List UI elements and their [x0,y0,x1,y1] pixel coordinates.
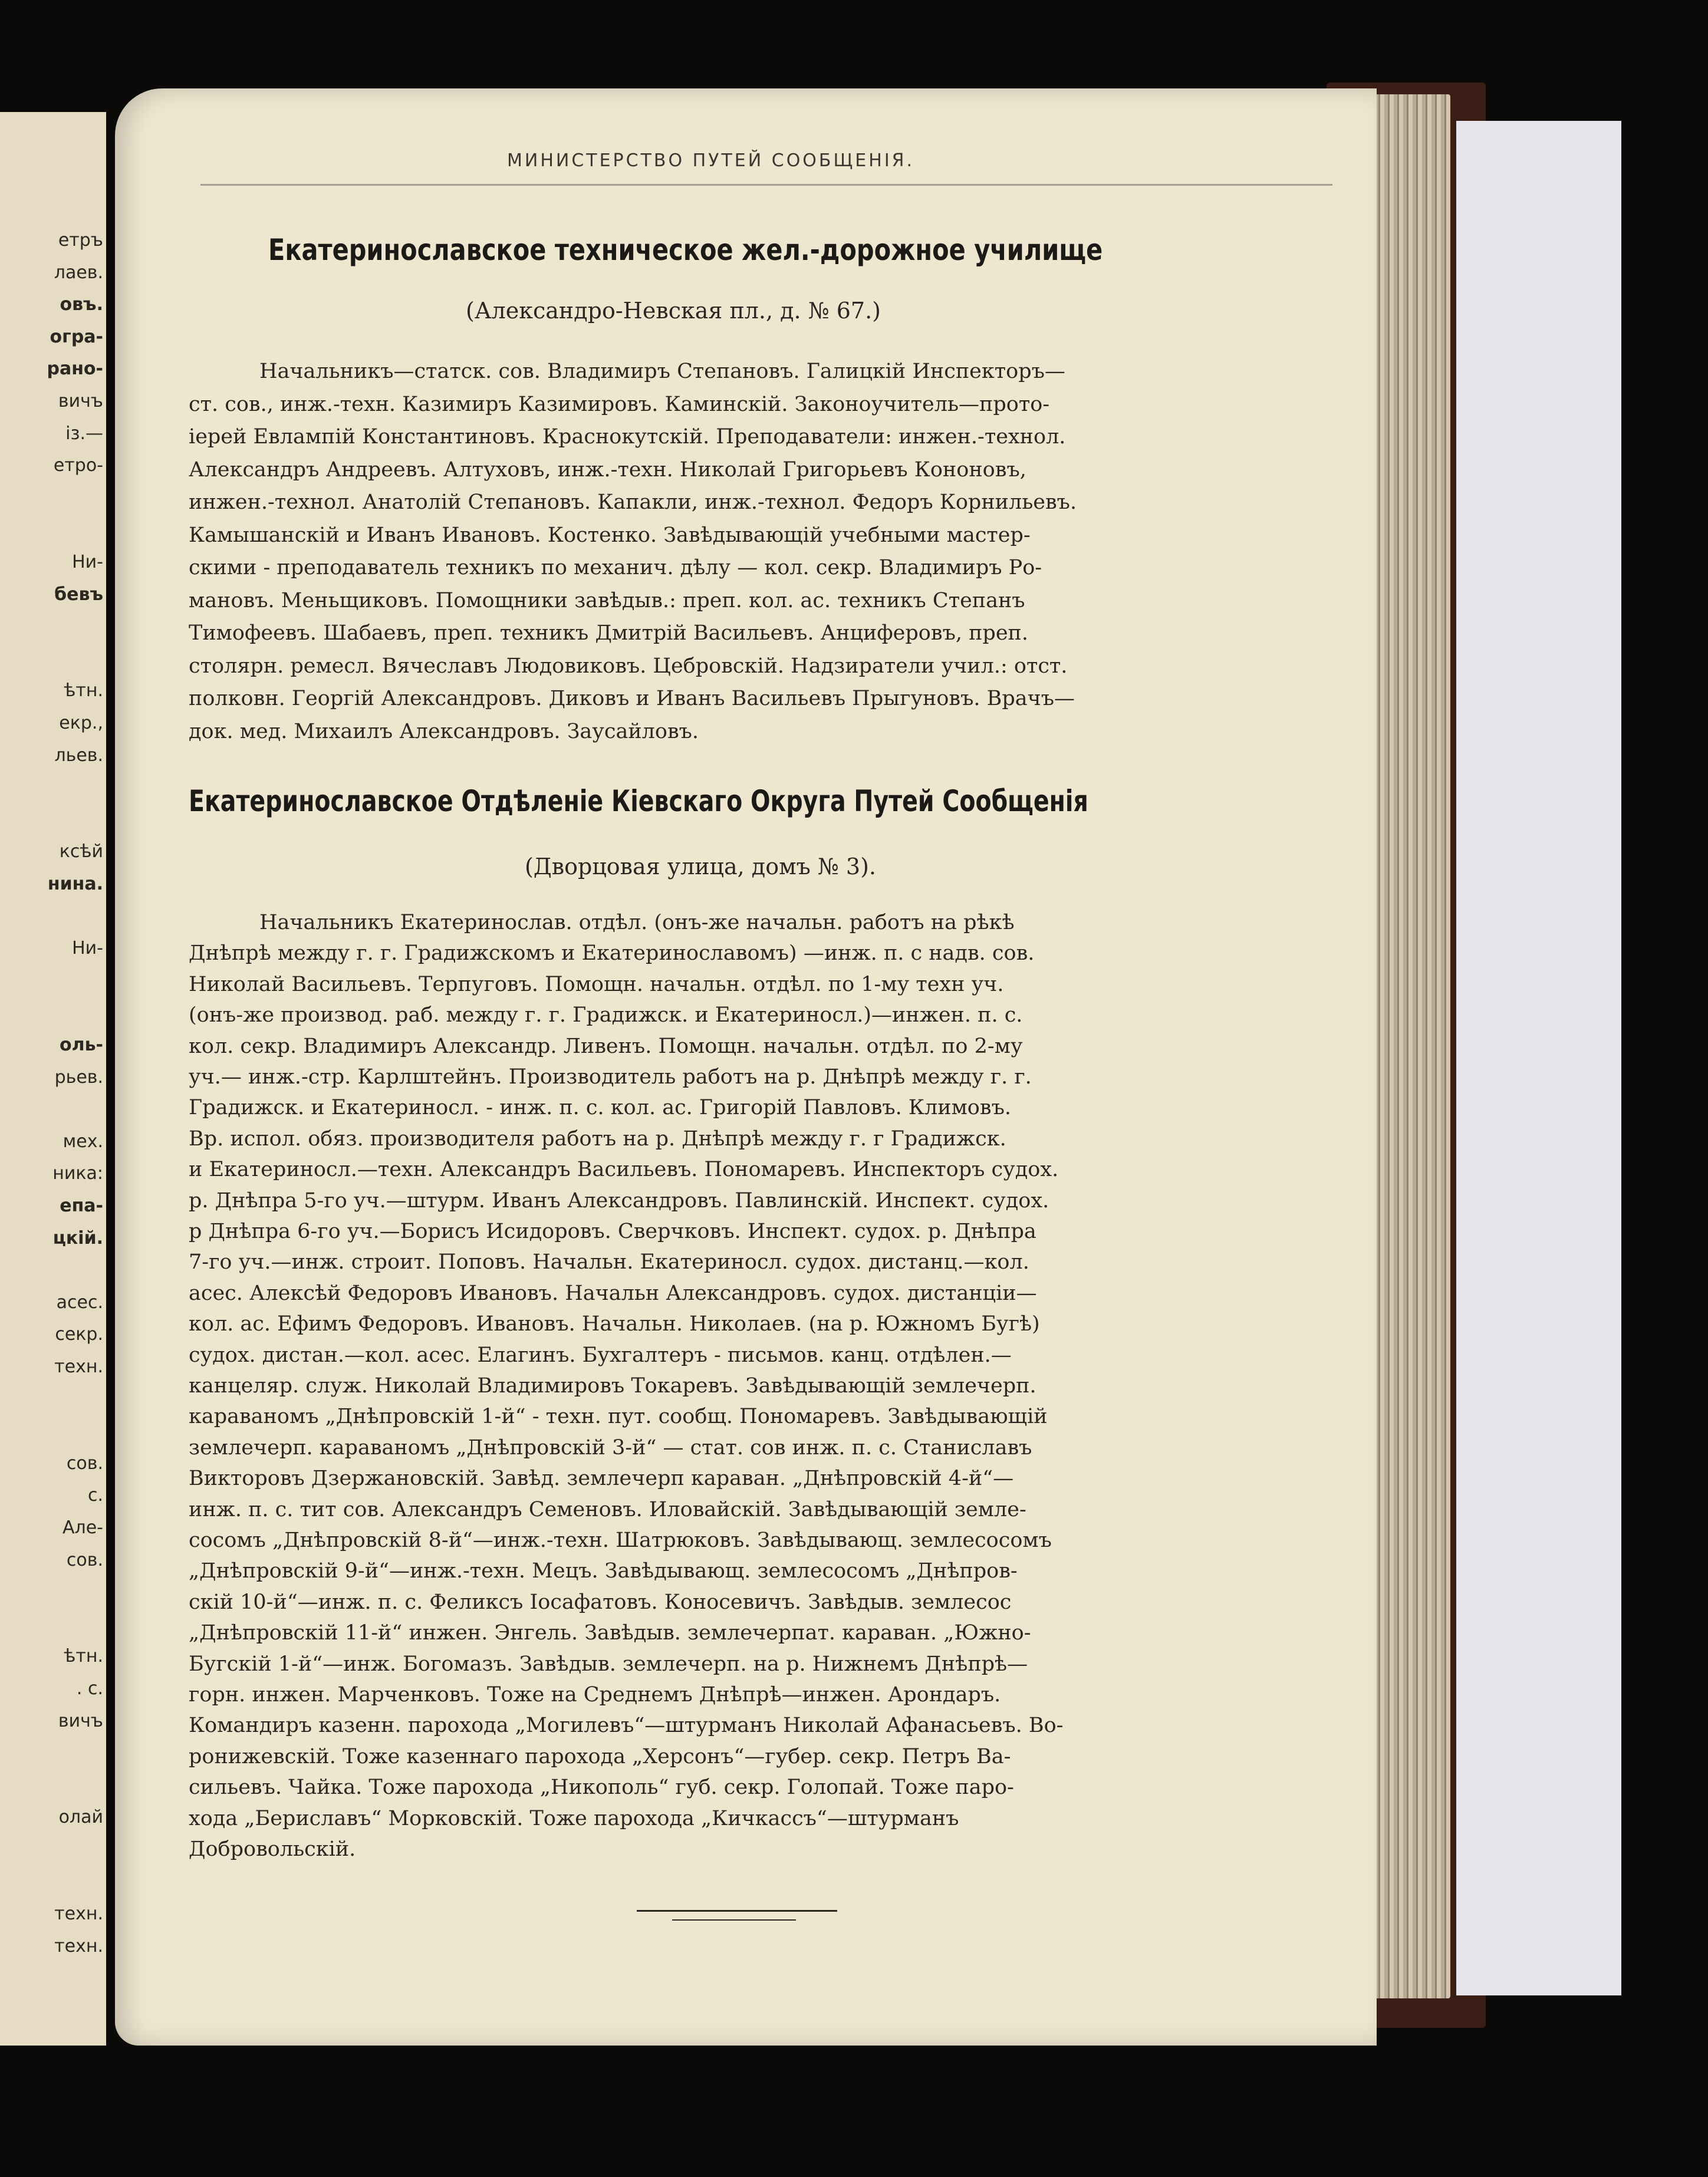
text-line: Командиръ казенн. парохода „Могилевъ“—штурманъ Николай Афанасьевъ. Во- [189,1714,1064,1738]
end-rule-short [672,1919,796,1921]
text-line: судох. дистан.—кол. асес. Елагинъ. Бухгалтеръ - письмов. канц. отдѣлен.— [189,1343,1012,1367]
text-line: док. мед. Михаилъ Александровъ. Заусайловъ. [189,719,699,743]
text-line: ст. сов., инж.-техн. Казимиръ Казимировъ. Каминскій. Законоучитель—прото- [189,392,1050,416]
left-page-fragment: сов. [66,1549,103,1570]
text-line: Добровольскій. [189,1837,356,1861]
text-line: Градижск. и Екатериносл. - инж. п. с. кол. ас. Григорій Павловъ. Климовъ. [189,1096,1011,1120]
left-page-fragment: бевъ [54,584,103,605]
left-page-fragment: етръ [58,230,103,251]
left-page-fragment: . с. [76,1678,103,1699]
text-line: уч.— инж.-стр. Карлштейнъ. Производитель работъ на р. Днѣпрѣ между г. г. [189,1065,1032,1089]
text-line: инжен.-технол. Анатолій Степановъ. Капакли, инж.-технол. Федоръ Корнильевъ. [189,490,1077,514]
text-line: кол. секр. Владимиръ Александр. Ливенъ. Помощн. начальн. отдѣл. по 2-му [189,1034,1023,1058]
text-line: и Екатериносл.—техн. Александръ Васильевъ. Пономаревъ. Инспекторъ судох. [189,1158,1059,1182]
text-line: мановъ. Меньщиковъ. Помощники завѣдыв.: преп. кол. ас. техникъ Степанъ [189,588,1025,612]
left-page-fragment: ксѣй [59,841,103,862]
left-page-fragment: рьев. [54,1066,103,1088]
end-rule [637,1910,837,1912]
text-line: горн. инжен. Марченковъ. Тоже на Среднемъ Днѣпрѣ—инжен. Арондаръ. [189,1683,1001,1707]
left-page-fragment: сов. [66,1453,103,1474]
left-page-fragment: Ни- [72,938,103,959]
text-line: сосомъ „Днѣпровскій 8-й“—инж.-техн. Шатрюковъ. Завѣдывающ. землесосомъ [189,1529,1052,1552]
left-page-fragment: нина. [47,874,103,894]
left-facing-page [0,112,106,2046]
text-line: инж. п. с. тит сов. Александръ Семеновъ. Иловайскій. Завѣдывающій земле- [189,1497,1026,1521]
text-line: іерей Евлампій Константиновъ. Краснокутскій. Преподаватели: инжен.-технол. [189,425,1066,449]
text-line: сильевъ. Чайка. Тоже парохода „Никополь“ губ. секр. Голопай. Тоже паро- [189,1776,1014,1800]
text-line: 7-го уч.—инж. строит. Поповъ. Начальн. Екатериносл. судох. дистанц.—кол. [189,1250,1029,1274]
text-line: скими - преподаватель техникъ по механич. дѣлу — кол. секр. Владимиръ Ро- [189,556,1042,579]
left-page-fragment: Але- [62,1517,103,1538]
text-line: Днѣпрѣ между г. г. Градижскомъ и Екатеринославомъ) —инж. п. с надв. сов. [189,941,1035,966]
text-line: Тимофеевъ. Шабаевъ, преп. техникъ Дмитрій Васильевъ. Анциферовъ, преп. [189,621,1028,645]
scanner-background-card [1456,121,1621,1995]
text-line: Бугскій 1-й“—инж. Богомазъ. Завѣдыв. землечерп. на р. Нижнемъ Днѣпрѣ— [189,1652,1028,1676]
text-line: „Днѣпровскій 11-й“ инжен. Энгель. Завѣдыв. землечерпат. караван. „Южно- [189,1621,1031,1645]
left-page-fragment: лаев. [54,262,103,283]
text-line: Вр. испол. обяз. производителя работъ на р. Днѣпрѣ между г. г Градижск. [189,1127,1006,1151]
left-page-fragment: мех. [62,1131,103,1152]
text-line: „Днѣпровскій 9-й“—инж.-техн. Мецъ. Завѣдывающ. землесосомъ „Днѣпров- [189,1559,1018,1583]
left-page-fragment: техн. [54,1903,103,1925]
left-page-fragment: рано- [47,358,103,380]
text-line: канцеляр. служ. Николай Владимировъ Токаревъ. Завѣдывающій землечерп. [189,1374,1036,1398]
text-line: Начальникъ—статск. сов. Владимиръ Степановъ. Галицкій Инспекторъ— [259,360,1065,383]
section2-address: (Дворцовая улица, домъ № 3). [525,854,877,880]
text-line: ронижевскій. Тоже казеннаго парохода „Херсонъ“—губер. секр. Петръ Ва- [189,1744,1011,1768]
text-line: Камышанскій и Иванъ Ивановъ. Костенко. Завѣдывающій учебными мастер- [189,523,1031,547]
left-page-fragment: асес. [56,1292,103,1313]
header-rule [200,184,1332,186]
left-page-fragment: ника: [52,1163,103,1184]
text-line: скій 10-й“—инж. п. с. Феликсъ Іосафатовъ. Коносевичъ. Завѣдыв. землесос [189,1590,1012,1614]
left-page-fragment: с. [87,1485,103,1506]
text-line: столярн. ремесл. Вячеславъ Людовиковъ. Цебровскій. Надзиратели учил.: отст. [189,654,1068,678]
text-line: хода „Бериславъ“ Морковскій. Тоже парохода „Кичкассъ“—штурманъ [189,1806,959,1830]
text-line: землечерп. караваномъ „Днѣпровскій 3-й“ — стат. сов инж. п. с. Станиславъ [189,1435,1032,1460]
left-page-fragment: вичъ [58,1710,103,1731]
left-page-fragment: цкій. [52,1227,103,1249]
left-page-fragment: епа- [60,1195,103,1216]
text-line: р Днѣпра 6-го уч.—Борисъ Исидоровъ. Сверчковъ. Инспект. судох. р. Днѣпра [189,1220,1036,1243]
text-line: полковн. Георгій Александровъ. Диковъ и Иванъ Васильевъ Прыгуновъ. Врачъ— [189,687,1075,710]
left-page-fragment: огра- [50,326,103,347]
text-line: асес. Алексѣй Федоровъ Ивановъ. Начальн Александровъ. судох. дистанціи— [189,1281,1037,1305]
left-page-fragment: із.— [65,423,103,444]
section2-title: Екатеринославское Отдѣленіе Кіевскаго Округа Путей Сообщенія [189,784,1088,818]
left-page-fragment: вичъ [58,391,103,411]
left-page-fragment: ѣтн. [64,680,103,701]
left-page-fragment: етро- [53,455,103,476]
section1-title: Екатеринославское техническое жел.-дорожное училище [268,233,1103,267]
left-page-fragment: овъ. [60,294,103,315]
text-line: кол. ас. Ефимъ Федоровъ. Ивановъ. Начальн. Николаев. (на р. Южномъ Бугѣ) [189,1312,1040,1336]
text-line: Николай Васильевъ. Терпуговъ. Помощн. начальн. отдѣл. по 1-му техн уч. [189,972,1004,996]
text-line: караваномъ „Днѣпровскій 1-й“ - техн. пут. сообщ. Пономаревъ. Завѣдывающій [189,1405,1048,1429]
left-page-fragment: техн. [54,1356,103,1377]
left-page-fragment: ѣтн. [64,1646,103,1667]
running-head: МИНИСТЕРСТВО ПУТЕЙ СООБЩЕНІЯ. [507,150,915,171]
left-page-fragment: льев. [54,745,103,766]
section1-address: (Александро-Невская пл., д. № 67.) [466,298,881,324]
text-line: Начальникъ Екатеринослав. отдѣл. (онъ-же начальн. работъ на рѣкѣ [259,911,1015,934]
left-page-fragment: олай [58,1807,103,1828]
text-line: (онъ-же производ. раб. между г. г. Градижск. и Екатериносл.)—инжен. п. с. [189,1003,1023,1027]
text-line: Александръ Андреевъ. Алтуховъ, инж.-техн. Николай Григорьевъ Кононовъ, [189,457,1026,482]
left-page-fragment: екр., [59,713,103,733]
left-page-fragment: секр. [55,1324,103,1345]
left-page-fragment: Ни- [72,552,103,572]
text-line: р. Днѣпра 5-го уч.—штурм. Иванъ Александровъ. Павлинскій. Инспект. судох. [189,1188,1049,1213]
left-page-fragment: оль- [59,1035,103,1055]
left-page-fragment: техн. [54,1935,103,1957]
text-line: Викторовъ Дзержановскій. Завѣд. землечерп караван. „Днѣпровскій 4-й“— [189,1467,1014,1491]
